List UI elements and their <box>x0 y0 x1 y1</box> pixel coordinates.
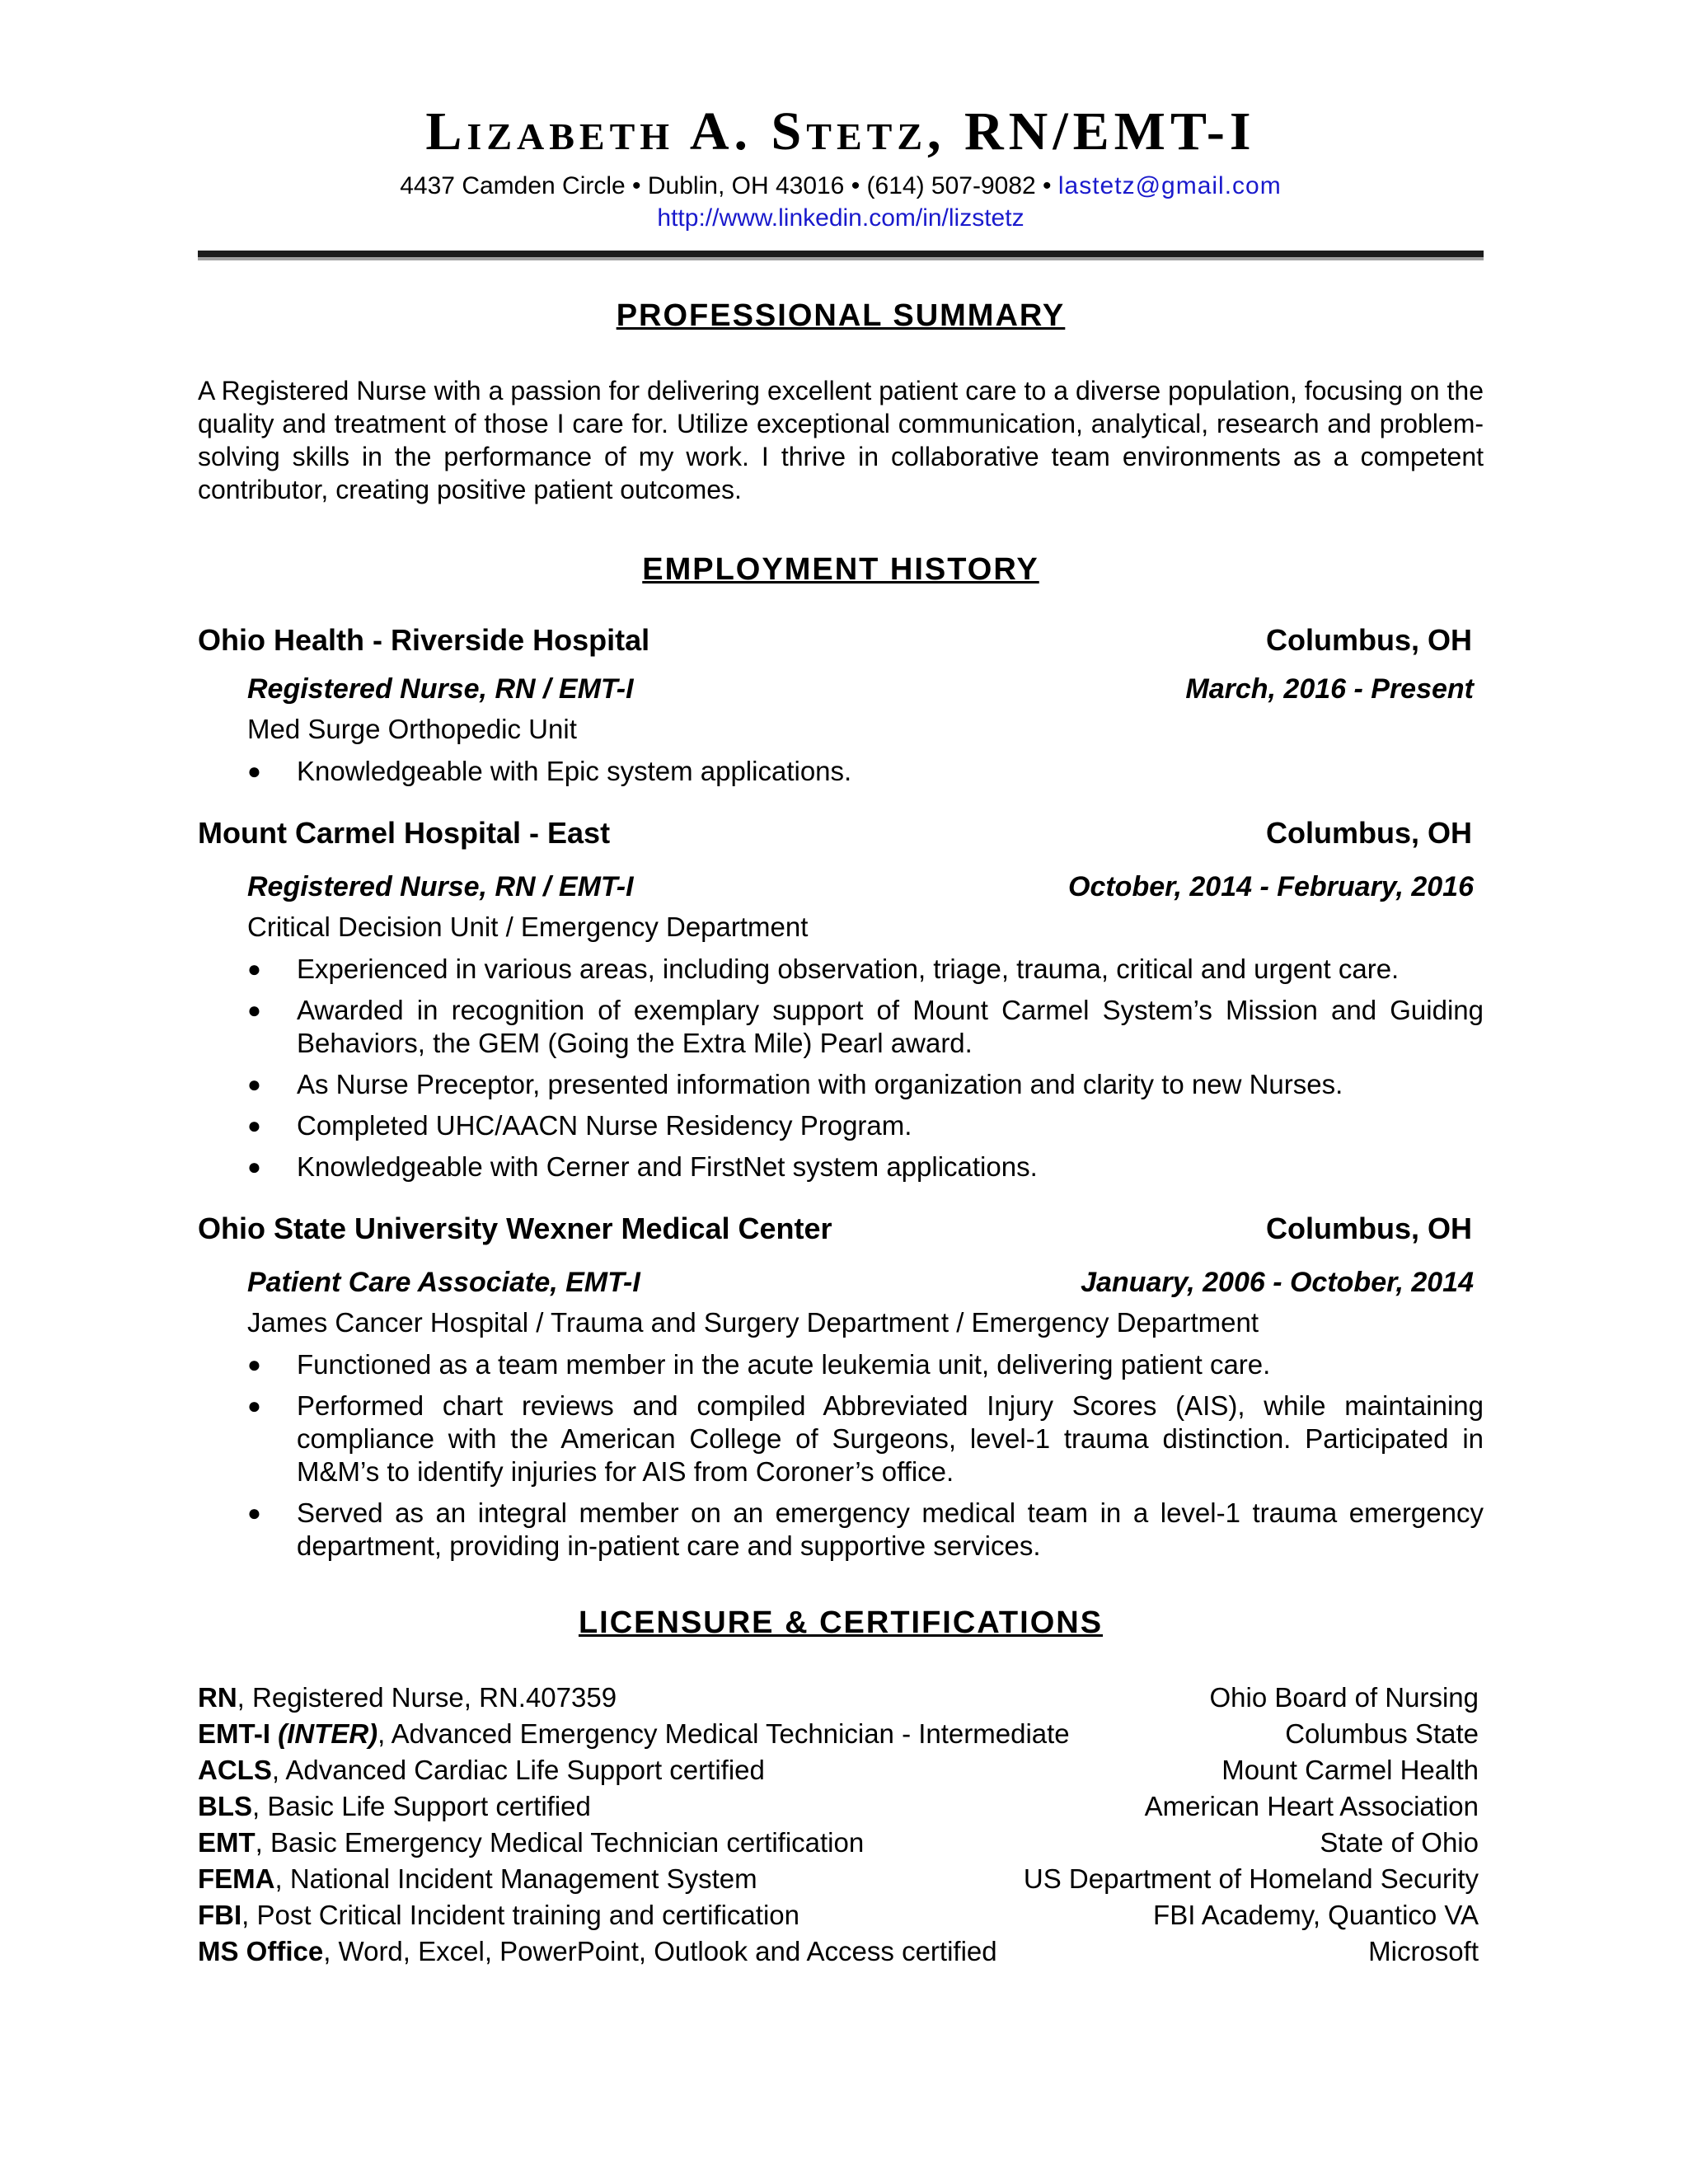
cert-desc: , Registered Nurse, RN.407359 <box>237 1682 617 1713</box>
cert-org: Mount Carmel Health <box>1221 1755 1479 1785</box>
cert-desc: , Advanced Cardiac Life Support certified <box>271 1755 765 1785</box>
job-bullets <box>198 755 1484 788</box>
cert-abbr: RN <box>198 1682 237 1713</box>
list-item <box>198 1497 1484 1563</box>
list-item <box>198 1151 1484 1183</box>
job-bullets <box>198 1348 1484 1563</box>
cert-desc: , Advanced Emergency Medical Technician - Intermediate <box>377 1718 1070 1749</box>
bullet-text: Awarded in recognition of exemplary support of Mount Carmel System’s Mission and Guiding Behaviors, the GEM (Going the Extra Mile) Pearl award. <box>297 995 1484 1058</box>
resume-page <box>198 99 1484 1970</box>
certifications-title: LICENSURE & CERTIFICATIONS <box>578 1605 1104 1640</box>
cert-desc: , Word, Excel, PowerPoint, Outlook and Access certified <box>323 1936 997 1966</box>
bullet-icon: ● <box>247 1500 261 1526</box>
certification-list <box>198 1680 1484 1970</box>
cert-abbr: BLS <box>198 1791 252 1821</box>
cert-org: FBI Academy, Quantico VA <box>1153 1900 1479 1930</box>
bullet-text: Functioned as a team member in the acute leukemia unit, delivering patient care. <box>297 1349 1271 1380</box>
contact-line <box>198 170 1484 203</box>
list-item <box>198 1109 1484 1142</box>
bullet-icon: ● <box>247 1352 261 1377</box>
job-location: Columbus, OH <box>1266 623 1472 657</box>
bullet-icon: ● <box>247 758 261 784</box>
bullet-icon: ● <box>247 1393 261 1418</box>
list-item <box>198 1068 1484 1101</box>
bullet-text: Experienced in various areas, including observation, triage, trauma, critical and urgent care. <box>297 954 1400 984</box>
job-role: Registered Nurse, RN / EMT-I <box>247 673 634 705</box>
certification-row <box>198 1716 1484 1752</box>
summary-title: PROFESSIONAL SUMMARY <box>616 298 1066 333</box>
job-location: Columbus, OH <box>1266 816 1472 850</box>
job-location: Columbus, OH <box>1266 1212 1472 1245</box>
job-department: Critical Decision Unit / Emergency Department <box>247 912 809 942</box>
job-dates: March, 2016 - Present <box>1185 673 1474 705</box>
candidate-name: Lizabeth A. Stetz, RN/EMT-I <box>425 101 1256 162</box>
cert-abbr: EMT <box>198 1827 256 1858</box>
bullet-text: Knowledgeable with Cerner and FirstNet system applications. <box>297 1151 1038 1182</box>
cert-org: Microsoft <box>1368 1936 1479 1966</box>
job-role: Patient Care Associate, EMT-I <box>247 1267 640 1298</box>
cert-org: State of Ohio <box>1320 1827 1479 1858</box>
job-department: James Cancer Hospital / Trauma and Surgery Department / Emergency Department <box>247 1307 1259 1338</box>
bullet-text: Served as an integral member on an emergency medical team in a level-1 trauma emergency department, providing in-patient care and supportive services. <box>297 1497 1484 1561</box>
bullet-text: Performed chart reviews and compiled Abbreviated Injury Scores (AIS), while maintaining compliance with the American College of Surgeons, level-1 trauma distinction. Participated in M&M’s to identify injuries for AIS from Coroner’s office. <box>297 1390 1484 1487</box>
bullet-icon: ● <box>247 1071 261 1097</box>
cert-desc: , Basic Emergency Medical Technician certification <box>255 1827 865 1858</box>
bullet-icon: ● <box>247 997 261 1023</box>
cert-abbr: FEMA <box>198 1863 275 1894</box>
cert-desc: , National Incident Management System <box>274 1863 757 1894</box>
bullet-icon: ● <box>247 956 261 982</box>
cert-abbr: EMT-I <box>198 1718 270 1749</box>
bullet-icon: ● <box>247 1154 261 1179</box>
certification-row <box>198 1861 1484 1897</box>
employment-title: EMPLOYMENT HISTORY <box>642 552 1039 587</box>
certification-row <box>198 1897 1484 1933</box>
job-bullets <box>198 953 1484 1183</box>
job-dates: January, 2006 - October, 2014 <box>1081 1267 1474 1298</box>
cert-org: Ohio Board of Nursing <box>1209 1682 1479 1713</box>
list-item <box>198 953 1484 986</box>
linkedin-link[interactable]: http://www.linkedin.com/in/lizstetz <box>657 204 1025 232</box>
email-link[interactable]: lastetz@gmail.com <box>1057 172 1282 199</box>
cert-extra: (INTER) <box>270 1718 378 1749</box>
list-item <box>198 994 1484 1060</box>
contact-info: 4437 Camden Circle • Dublin, OH 43016 • (614) 507-9082 • <box>400 172 1058 199</box>
cert-abbr: MS Office <box>198 1936 324 1966</box>
summary-text: A Registered Nurse with a passion for delivering excellent patient care to a diverse population, focusing on the quality and treatment of those I care for. Utilize exceptional communication, analytical, research and problem-solving skills in the performance of my work. I thrive in collaborative team environments as a competent contributor, creating positive patient outcomes. <box>198 376 1484 504</box>
employer-name: Ohio Health - Riverside Hospital <box>198 623 650 657</box>
bullet-icon: ● <box>247 1113 261 1138</box>
certification-row <box>198 1933 1484 1970</box>
employer-name: Mount Carmel Hospital - East <box>198 816 611 850</box>
job-entry <box>198 1210 1484 1563</box>
job-department: Med Surge Orthopedic Unit <box>247 714 577 744</box>
bullet-text: Knowledgeable with Epic system applications. <box>297 756 852 786</box>
list-item <box>198 1390 1484 1488</box>
certification-row <box>198 1788 1484 1825</box>
cert-org: Columbus State <box>1285 1718 1479 1749</box>
cert-abbr: ACLS <box>198 1755 272 1785</box>
certification-row <box>198 1680 1484 1716</box>
list-item <box>198 755 1484 788</box>
header-divider <box>198 251 1484 260</box>
cert-desc: , Basic Life Support certified <box>252 1791 591 1821</box>
job-entry <box>198 621 1484 788</box>
bullet-text: Completed UHC/AACN Nurse Residency Program. <box>297 1110 912 1141</box>
job-dates: October, 2014 - February, 2016 <box>1068 871 1474 902</box>
list-item <box>198 1348 1484 1381</box>
certification-row <box>198 1752 1484 1788</box>
job-role: Registered Nurse, RN / EMT-I <box>247 871 634 902</box>
cert-abbr: FBI <box>198 1900 242 1930</box>
cert-org: American Heart Association <box>1144 1791 1479 1821</box>
bullet-text: As Nurse Preceptor, presented information with organization and clarity to new Nurses. <box>297 1069 1343 1099</box>
certification-row <box>198 1825 1484 1861</box>
cert-org: US Department of Homeland Security <box>1023 1863 1479 1894</box>
job-entry <box>198 814 1484 1183</box>
employer-name: Ohio State University Wexner Medical Center <box>198 1212 832 1245</box>
cert-desc: , Post Critical Incident training and certification <box>241 1900 799 1930</box>
